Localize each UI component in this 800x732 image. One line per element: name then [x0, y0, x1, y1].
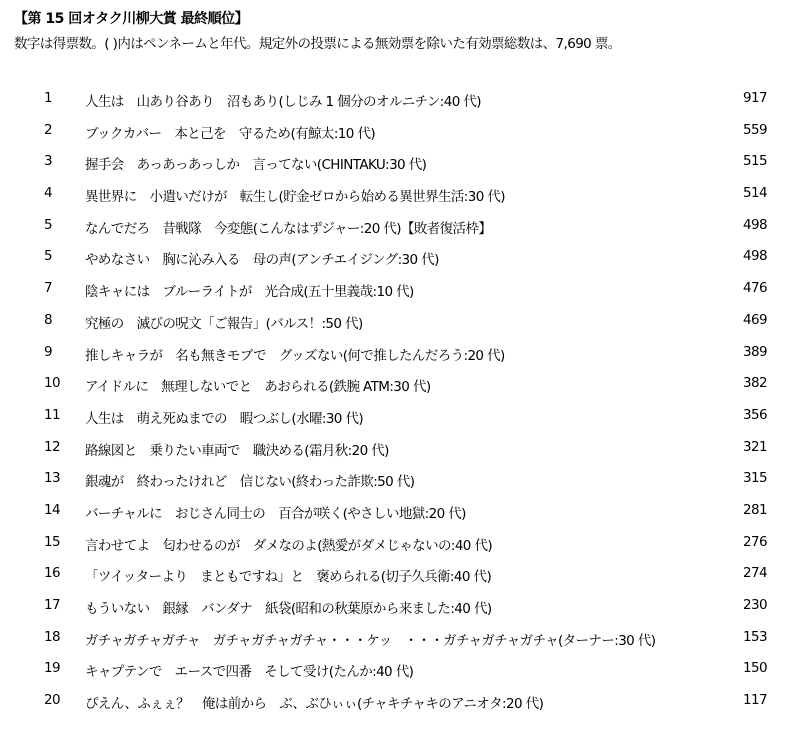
senryu-entry: 人生は 山あり谷あり 沼もあり(しじみ 1 個分のオルニチン:40 代): [85, 94, 481, 110]
senryu-entry: ぴえん、ふぇぇ？ 俺は前から ぶ、ぶひぃぃ(チャキチャキのアニオタ:20 代): [85, 696, 544, 713]
ranking-row: [0, 373, 800, 405]
vote-count: 117: [743, 692, 767, 709]
rank-number: 10: [44, 375, 60, 392]
senryu-entry: 推しキャラが 名も無きモブで グッズない(何で推したんだろう:20 代): [85, 347, 505, 364]
ranking-row: [0, 595, 800, 627]
rank-number: 5: [44, 216, 52, 233]
vote-count: 559: [743, 121, 767, 138]
rank-number: 14: [44, 501, 60, 518]
vote-count: 276: [743, 533, 767, 550]
rank-number: 13: [44, 470, 60, 487]
vote-count: 382: [743, 375, 767, 392]
rank-number: 12: [44, 438, 60, 455]
senryu-entry: 人生は 萌え死ぬまでの 暇つぶし(水曜:30 代): [85, 410, 364, 427]
ranking-row: [0, 183, 800, 215]
ranking-row: [0, 151, 800, 183]
senryu-entry: なんでだろ 昔戦隊 今変態(こんなはずジャー:20 代)【敗者復活枠】: [85, 220, 492, 237]
ranking-row: [0, 563, 800, 595]
rank-number: 11: [44, 406, 60, 423]
vote-count: 389: [743, 343, 767, 360]
rank-number: 5: [44, 248, 52, 265]
senryu-entry: ブックカバー 本と己を 守るため(有鯨太:10 代): [85, 125, 376, 142]
rank-number: 4: [44, 185, 52, 202]
rank-number: 1: [44, 90, 52, 106]
rank-number: 18: [44, 628, 60, 645]
rank-number: 16: [44, 565, 60, 582]
ranking-row: [0, 658, 800, 690]
vote-count: 498: [743, 248, 767, 265]
vote-count: 321: [743, 438, 767, 455]
document-subtitle: 数字は得票数。( )内はペンネームと年代。規定外の投票による無効票を除いた有効票総数は、7,690 票。: [14, 36, 621, 52]
vote-count: 150: [743, 660, 767, 677]
ranking-row: [0, 468, 800, 500]
senryu-entry: 異世界に 小遣いだけが 転生し(貯金ゼロから始める異世界生活:30 代): [85, 189, 505, 206]
rank-number: 17: [44, 597, 60, 613]
rank-number: 9: [44, 343, 52, 360]
vote-count: 498: [743, 216, 767, 233]
ranking-row: [0, 690, 800, 722]
rank-number: 19: [44, 660, 60, 677]
ranking-row: [0, 437, 800, 469]
vote-count: 153: [743, 628, 767, 645]
ranking-row: [0, 310, 800, 342]
vote-count: 917: [743, 90, 767, 106]
vote-count: 274: [743, 565, 767, 582]
ranking-row: [0, 342, 800, 374]
vote-count: 281: [743, 501, 767, 518]
ranking-row: [0, 405, 800, 437]
senryu-entry: 握手会 あっあっあっしか 言ってない(CHINTAKU:30 代): [85, 157, 427, 174]
rank-number: 20: [44, 692, 60, 709]
senryu-entry: キャプテンで エースで四番 そして受け(たんか:40 代): [85, 664, 414, 681]
ranking-list: [0, 88, 800, 722]
rank-number: 3: [44, 153, 52, 170]
senryu-entry: 究極の 滅びの呪文「ご報告」(バルス！:50 代): [85, 315, 363, 332]
vote-count: 356: [743, 406, 767, 423]
vote-count: 514: [743, 185, 767, 202]
senryu-entry: 「ツイッターより まともですね」と 褒められる(切子久兵衛:40 代): [85, 569, 492, 586]
senryu-entry: やめなさい 胸に沁み入る 母の声(アンチエイジング:30 代): [85, 252, 439, 269]
ranking-row: [0, 532, 800, 564]
rank-number: 7: [44, 280, 52, 297]
vote-count: 469: [743, 311, 767, 328]
ranking-row: [0, 120, 800, 152]
ranking-row: [0, 278, 800, 310]
senryu-entry: アイドルに 無理しないでと あおられる(鉄腕 ATM:30 代): [85, 379, 431, 396]
vote-count: 476: [743, 280, 767, 297]
senryu-entry: 銀魂が 終わったけれど 信じない(終わった詐欺:50 代): [85, 474, 415, 491]
rank-number: 15: [44, 533, 60, 550]
senryu-entry: ガチャガチャガチャ ガチャガチャガチャ・・・ケッ ・・・ガチャガチャガチャ(ターナー:30 代): [85, 632, 656, 649]
senryu-entry: 陰キャには ブルーライトが 光合成(五十里義哉:10 代): [85, 284, 414, 301]
senryu-entry: もういない 銀縁 バンダナ 紙袋(昭和の秋葉原から来ました:40 代): [85, 601, 492, 617]
rank-number: 8: [44, 311, 52, 328]
ranking-row: [0, 500, 800, 532]
vote-count: 515: [743, 153, 767, 170]
vote-count: 315: [743, 470, 767, 487]
ranking-row: [0, 246, 800, 278]
ranking-row: [0, 627, 800, 659]
senryu-entry: 言わせてよ 匂わせるのが ダメなのよ(熱愛がダメじゃないの:40 代): [85, 537, 493, 554]
rank-number: 2: [44, 121, 52, 138]
vote-count: 230: [743, 597, 767, 613]
senryu-entry: バーチャルに おじさん同士の 百合が咲く(やさしい地獄:20 代): [85, 505, 466, 522]
ranking-row: [0, 215, 800, 247]
ranking-row: [0, 88, 800, 120]
document-title: 【第 15 回オタク川柳大賞 最終順位】: [14, 11, 249, 27]
senryu-entry: 路線図と 乗りたい車両で 職決める(霜月秋:20 代): [85, 442, 389, 459]
